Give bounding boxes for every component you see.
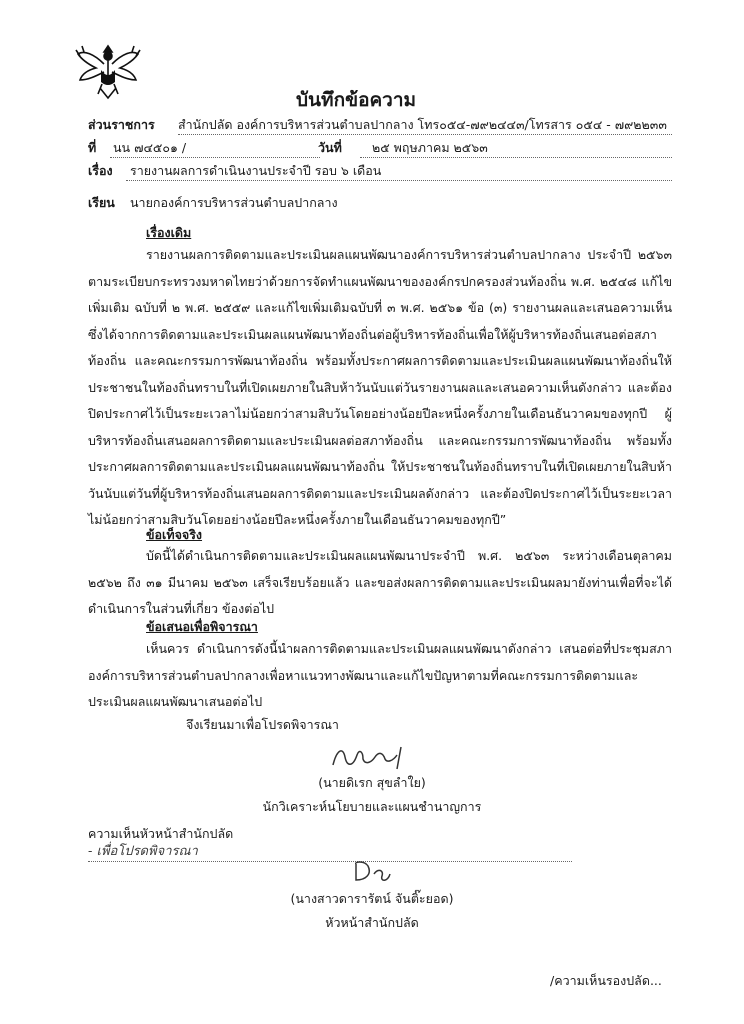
- section1-body-block: [88, 242, 672, 534]
- date-rule: [360, 157, 672, 158]
- memo-title: บันทึกข้อความ: [296, 89, 417, 111]
- agency-rule: [178, 134, 672, 135]
- footer-continuation: /ความเห็นรองปลัด...: [550, 973, 662, 988]
- ref-rule: [110, 157, 320, 158]
- garuda-emblem-icon: [74, 40, 142, 102]
- closing-text: จึงเรียนมาเพื่อโปรดพิจารณา: [186, 717, 339, 732]
- section1-body: รายงานผลการติดตามและประเมินผลแผนพัฒนาองค์การบริหารส่วนตำบลปากลาง ประจำปี ๒๕๖๓ ตามระเบียบกระทรวงมหาดไทยว่าด้วยการจัดทำแผนพัฒนาขององค์กรปกครองส่วนท้องถิ่น พ.ศ. ๒๕๔๘ แก้ไขเพิ่มเติม ฉบับที่ ๒ พ.ศ. ๒๕๕๙ และแก้ไขเพิ่มเติมฉบับที่ ๓ พ.ศ. ๒๕๖๑ ข้อ (๓) รายงานผลและเสนอความเห็นซึ่งได้จากการติดตามและประเมินผลแผนพัฒนาท้องถิ่นต่อผู้บริหารท้องถิ่นเพื่อให้ผู้บริหารท้องถิ่นเสนอต่อสภาท้องถิ่น และคณะกรรมการพัฒนาท้องถิ่น พร้อมทั้งประกาศผลการติดตามและประเมินผลแผนพัฒนาท้องถิ่นให้ประชาชนในท้องถิ่นทราบในที่เปิดเผยภายในสิบห้าวันนับแต่วันรายงานผลและเสนอความเห็นดังกล่าว และต้องปิดประกาศไว้เป็นระยะเวลาไม่น้อยกว่าสามสิบวันโดยอย่างน้อยปีละหนึ่งครั้งภายในเดือนธันวาคมของทุกปี ผู้บริหารท้องถิ่นเสนอผลการติดตามและประเมินผลต่อสภาท้องถิ่น และคณะกรรมการพัฒนาท้องถิ่น พร้อมทั้งประกาศผลการติดตามและประเมินผลแผนพัฒนาท้องถิ่น ให้ประชาชนในท้องถิ่นทราบในที่เปิดเผยภายในสิบห้าวันนับแต่วันที่ผู้บริหารท้องถิ่นเสนอผลการติดตามและประเมินผลดังกล่าว และต้องปิดประกาศไว้เป็นระยะเวลาไม่น้อยกว่าสามสิบวันโดยอย่างน้อยปีละหนึ่งครั้งภายในเดือนธันวาคมของทุกปี”: [88, 247, 672, 527]
- signature-2-icon: [342, 858, 402, 886]
- opinion-label: ความเห็นหัวหน้าสำนักปลัด: [88, 826, 234, 841]
- subject-label: เรื่อง: [88, 163, 113, 178]
- date-label: วันที่: [318, 140, 342, 155]
- date-value: ๒๕ พฤษภาคม ๒๕๖๓: [372, 140, 488, 155]
- to-value: นายกองค์การบริหารส่วนตำบลปากลาง: [130, 195, 338, 210]
- section2-heading: ข้อเท็จจริง: [146, 527, 203, 542]
- section1-heading: เรื่องเดิม: [146, 225, 192, 240]
- section3-heading: ข้อเสนอเพื่อพิจารณา: [146, 619, 258, 634]
- subject-value: รายงานผลการดำเนินงานประจำปี รอบ ๖ เดือน: [130, 163, 382, 178]
- signature-1-icon: [327, 743, 417, 773]
- signature-1: [0, 743, 744, 778]
- agency-label: ส่วนราชการ: [88, 117, 155, 132]
- ref-value: นน ๗๔๕๐๑ /: [113, 140, 187, 155]
- signer1-position: นักวิเคราะห์นโยบายและแผนชำนาญการ: [262, 799, 482, 814]
- signature-2: [0, 858, 744, 889]
- section2-body-block: [88, 543, 672, 623]
- to-label: เรียน: [88, 195, 115, 210]
- opinion-handwritten: - เพื่อโปรดพิจารณา: [88, 844, 198, 859]
- signer1-name: (นายดิเรก สุขลำใย): [318, 775, 426, 790]
- section3-body: เห็นควร ดำเนินการดังนี้นำผลการติดตามและประเมินผลแผนพัฒนาดังกล่าว เสนอต่อที่ประชุมสภาองค์การบริหารส่วนตำบลปากลางเพื่อหาแนวทางพัฒนาและแก้ไขปัญหาตามที่คณะกรรมการติดตามและประเมินผลแผนพัฒนาเสนอต่อไป: [88, 641, 672, 709]
- section3-body-block: [88, 636, 672, 716]
- ref-label: ที่: [88, 140, 97, 155]
- subject-rule: [126, 180, 672, 181]
- signer2-position: หัวหน้าสำนักปลัด: [325, 915, 419, 930]
- agency-value: สำนักปลัด องค์การบริหารส่วนตำบลปากลาง โทร๐๕๔-๗๙๒๔๔๓/โทรสาร ๐๕๔ - ๗๙๒๒๓๓: [178, 117, 667, 132]
- section2-body: บัดนี้ได้ดำเนินการติดตามและประเมินผลแผนพัฒนาประจำปี พ.ศ. ๒๕๖๓ ระหว่างเดือนตุลาคม ๒๕๖๒ ถึง ๓๑ มีนาคม ๒๕๖๓ เสร็จเรียบร้อยแล้ว และขอส่งผลการติดตามและประเมินผลมายังท่านเพื่อที่จะได้ดำเนินการในส่วนที่เกี่ยว ข้องต่อไป: [88, 548, 672, 616]
- signer2-name: (นางสาวดารารัตน์ จันติ๊ะยอด): [290, 891, 454, 906]
